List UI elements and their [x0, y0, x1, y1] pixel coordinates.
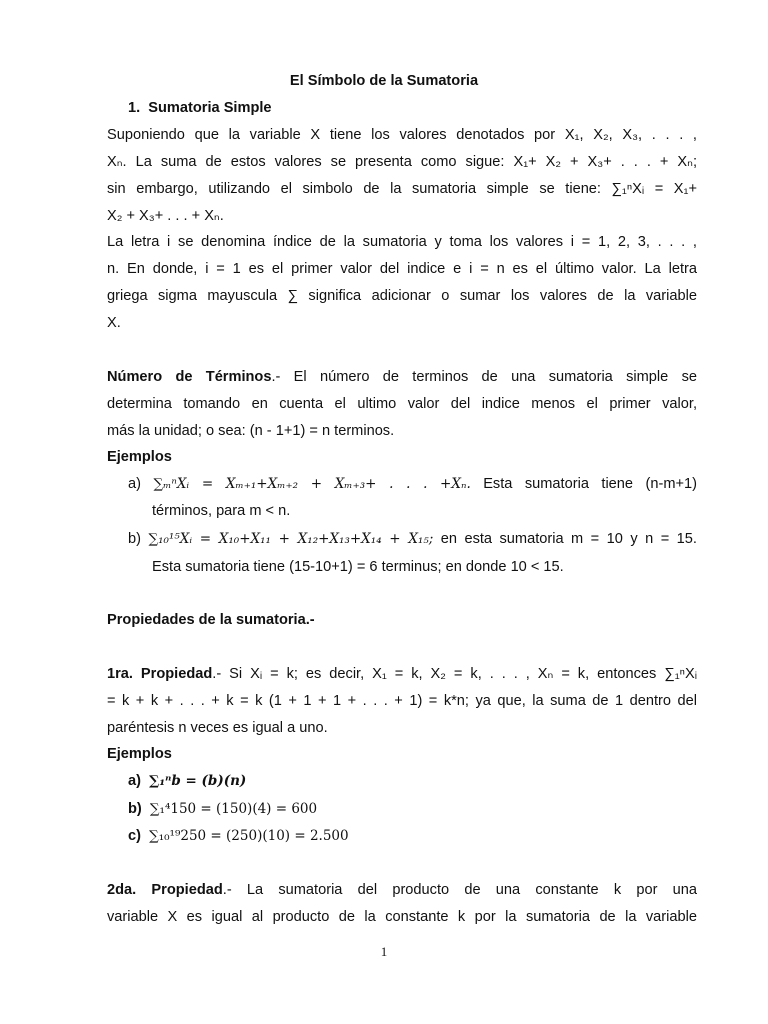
- terms-heading: Número de Términos: [107, 369, 272, 385]
- paragraph-line: X.: [107, 315, 121, 331]
- paragraph-line: más la unidad; o sea: (n - 1+1) = n terminos.: [107, 423, 395, 439]
- property-example: [128, 772, 246, 790]
- example-text: en esta sumatoria m = 10 y n = 15.: [440, 531, 697, 547]
- property-example: [128, 800, 317, 818]
- property-label: 1ra. Propiedad: [107, 666, 213, 682]
- example-marker: c): [128, 828, 141, 844]
- example-item: [128, 530, 697, 548]
- paragraph-line: sin embargo, utilizando el simbolo de la sumatoria simple se tiene: ∑₁ⁿXᵢ = X₁+: [107, 181, 697, 197]
- examples-label: Ejemplos: [107, 746, 172, 762]
- example-item-continued: términos, para m < n.: [152, 503, 291, 519]
- example-formula: ∑₁₀¹⁹250 = (250)(10) = 2.500: [149, 828, 349, 844]
- document-title: El Símbolo de la Sumatoria: [289, 73, 479, 89]
- example-formula: ∑₁⁴150 = (150)(4) = 600: [149, 801, 318, 817]
- paragraph-line: determina tomando en cuenta el ultimo valor del indice menos el primer valor,: [107, 396, 697, 412]
- terms-text: .- El número de terminos de una sumatoria simple se: [271, 369, 697, 385]
- example-marker: a): [128, 476, 141, 492]
- property-example: [128, 827, 349, 845]
- example-formula: ∑₁₀¹⁵Xᵢ = X₁₀+X₁₁ + X₁₂+X₁₃+X₁₄ + X₁₅;: [148, 531, 434, 547]
- page-number: 1: [380, 944, 388, 959]
- section-heading: [128, 99, 272, 117]
- property-text: .- La sumatoria del producto de una constante k por una: [222, 882, 697, 898]
- paragraph-line: [107, 368, 697, 386]
- property-label: 2da. Propiedad: [107, 882, 223, 898]
- paragraph-line: variable X es igual al producto de la constante k por la sumatoria de la variable: [107, 909, 697, 925]
- properties-heading: Propiedades de la sumatoria.-: [107, 612, 315, 628]
- example-item-continued: Esta sumatoria tiene (15-10+1) = 6 terminus; en donde 10 < 15.: [152, 559, 564, 575]
- paragraph-line: n. En donde, i = 1 es el primer valor del indice e i = n es el último valor. La letra: [107, 261, 697, 277]
- section-title: Sumatoria Simple: [148, 100, 272, 116]
- paragraph-line: [107, 881, 697, 899]
- example-marker: b): [128, 801, 142, 817]
- example-marker: a): [128, 773, 141, 789]
- paragraph-line: griega sigma mayuscula ∑ significa adicionar o sumar los valores de la variable: [107, 288, 697, 304]
- section-number: 1.: [128, 100, 141, 116]
- paragraph-line: paréntesis n veces es igual a uno.: [107, 720, 328, 736]
- paragraph-line: [107, 665, 697, 683]
- paragraph-line: Xₙ. La suma de estos valores se presenta como sigue: X₁+ X₂ + X₃+ . . . + Xₙ;: [107, 154, 697, 170]
- example-item: [128, 475, 697, 493]
- paragraph-line: La letra i se denomina índice de la sumatoria y toma los valores i = 1, 2, 3, . . . ,: [107, 234, 697, 250]
- paragraph-line: = k + k + . . . + k = k (1 + 1 + 1 + . . . + 1) = k*n; ya que, la suma de 1 dentro del: [107, 693, 697, 709]
- example-formula: ∑₁ⁿb = (b)(n): [149, 773, 247, 789]
- example-formula: ∑ₘⁿXᵢ = Xₘ₊₁+Xₘ₊₂ + Xₘ₊₃+ . . . +Xₙ.: [153, 476, 471, 492]
- example-marker: b): [128, 531, 141, 547]
- property-text: .- Si Xᵢ = k; es decir, X₁ = k, X₂ = k, . . . , Xₙ = k, entonces ∑₁ⁿXᵢ: [212, 666, 697, 682]
- paragraph-line: X₂ + X₃+ . . . + Xₙ.: [107, 208, 224, 224]
- example-text: Esta sumatoria tiene (n-m+1): [483, 476, 697, 492]
- examples-label: Ejemplos: [107, 449, 172, 465]
- paragraph-line: Suponiendo que la variable X tiene los valores denotados por X₁, X₂, X₃, . . . ,: [107, 127, 697, 143]
